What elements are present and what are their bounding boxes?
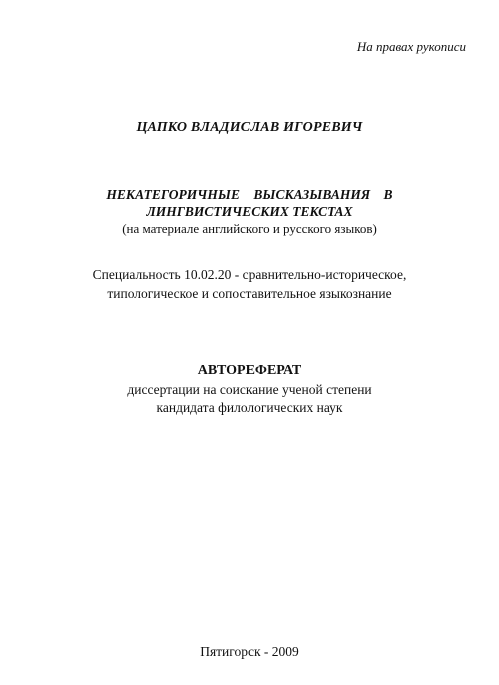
- document-purpose-line-2: кандидата филологических наук: [156, 400, 343, 415]
- dissertation-title-line-2: ЛИНГВИСТИЧЕСКИХ ТЕКСТАХ: [146, 204, 353, 219]
- dissertation-subtitle: (на материале английского и русского языков): [122, 221, 377, 236]
- document-purpose-line-1: диссертации на соискание ученой степени: [127, 382, 372, 397]
- document-type-label: АВТОРЕФЕРАТ: [197, 363, 302, 378]
- place-and-year: Пятигорск - 2009: [200, 644, 299, 659]
- rights-note: На правах рукописи: [356, 39, 466, 54]
- specialty-line-1: Специальность 10.02.20 - сравнительно-историческое,: [92, 267, 407, 282]
- author-name: ЦАПКО ВЛАДИСЛАВ ИГОРЕВИЧ: [136, 120, 363, 135]
- specialty-line-2: типологическое и сопоставительное языкознание: [107, 286, 392, 301]
- dissertation-title-line-1: НЕКАТЕГОРИЧНЫЕ ВЫСКАЗЫВАНИЯ В: [106, 187, 393, 202]
